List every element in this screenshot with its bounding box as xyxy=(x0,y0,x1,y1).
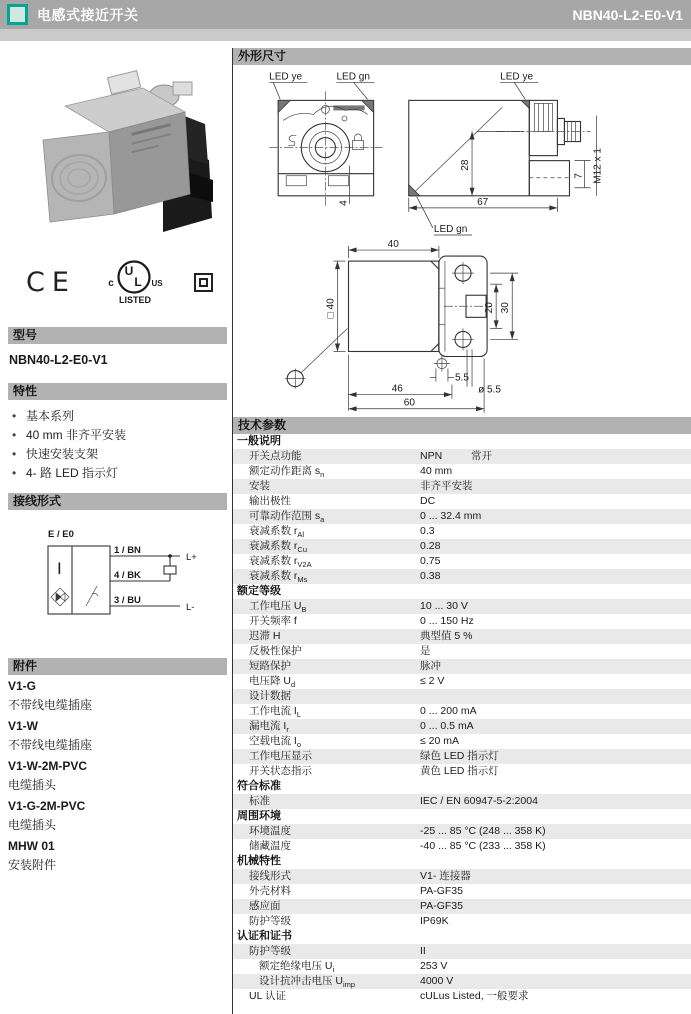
tech-row-label: 开关点功能 xyxy=(249,450,302,462)
wiring-sensor-symbol: I xyxy=(56,559,62,578)
wiring-diagram xyxy=(20,524,216,638)
dim-label-28: 28 xyxy=(460,159,472,171)
tech-row xyxy=(233,734,691,749)
dim-label-60: 60 xyxy=(403,397,415,409)
tech-row-value: 40 mm xyxy=(420,465,453,477)
wire2-label: 4 / BK xyxy=(113,570,141,581)
tech-row-label: 感应面 xyxy=(249,900,281,912)
dim-label-sq40: □ 40 xyxy=(325,298,337,319)
header-model-number: NBN40-L2-E0-V1 xyxy=(572,6,683,23)
tech-section-header: 符合标准 xyxy=(237,780,281,792)
tech-row-value: V1- 连接器 xyxy=(420,870,471,882)
lminus-label: L- xyxy=(185,602,194,613)
tech-row-value: 脉冲 xyxy=(420,660,441,672)
section-features: 特性 xyxy=(8,383,227,400)
tech-row xyxy=(233,644,691,659)
tech-row-label: 防护等级 xyxy=(249,945,291,957)
tech-row-value: II xyxy=(420,945,426,957)
tech-row xyxy=(233,524,691,539)
tech-row-label: 储藏温度 xyxy=(249,840,291,852)
tech-row-label: 衰减系数 $r_{Al}$ xyxy=(249,525,305,540)
accessory-desc: 安装附件 xyxy=(8,858,57,872)
tech-row-value: 黄色 LED 指示灯 xyxy=(420,765,499,777)
tech-row-value: 0.3 xyxy=(420,525,435,537)
led-gn-front-label: LED gn xyxy=(336,71,370,83)
accessory-name: V1-W xyxy=(8,719,38,733)
tech-row-label: 开关频率 f xyxy=(249,615,297,627)
tech-row-label: 工作电压显示 xyxy=(249,750,312,762)
tech-row-value: IP69K xyxy=(420,915,449,927)
tech-row xyxy=(233,464,691,479)
tech-row-label: 反极性保护 xyxy=(249,645,302,657)
accessory-name: V1-W-2M-PVC xyxy=(8,759,88,773)
tech-row-label: UL 认证 xyxy=(249,990,286,1002)
tech-row-label: 标准 xyxy=(249,795,270,807)
tech-row xyxy=(233,914,691,929)
tech-row xyxy=(233,539,691,554)
dim-label-55: 5.5 xyxy=(454,372,469,384)
tech-row xyxy=(233,659,691,674)
ul-mark-us: US xyxy=(151,279,163,288)
accessory-name: V1-G xyxy=(8,679,37,693)
tech-row-value: -40 ... 85 °C (233 ... 358 K) xyxy=(420,840,546,852)
tech-row xyxy=(233,509,691,524)
dim-label-46: 46 xyxy=(391,383,403,395)
ul-mark-listed: LISTED xyxy=(118,295,151,305)
accessory-name: V1-G-2M-PVC xyxy=(8,799,86,813)
tech-row-label: 设计数据 xyxy=(249,690,291,702)
tech-row xyxy=(233,839,691,854)
dim-label-20: 20 xyxy=(484,302,496,314)
tech-row xyxy=(233,599,691,614)
ul-mark-u: U xyxy=(124,264,134,278)
section-tech-params: 技术参数 xyxy=(233,417,691,434)
tech-row-value: 0 ... 0.5 mA xyxy=(420,720,474,732)
tech-row-value: -25 ... 85 °C (248 ... 358 K) xyxy=(420,825,546,837)
model-number: NBN40-L2-E0-V1 xyxy=(9,353,108,367)
dim-label-30: 30 xyxy=(500,302,512,314)
feature-item: • 40 mm 非齐平安装 xyxy=(8,426,227,445)
dim-label-4: 4 xyxy=(338,200,350,206)
product-photo xyxy=(13,52,223,244)
tech-row xyxy=(233,449,691,464)
tech-row-label: 输出极性 xyxy=(249,495,291,507)
accessory-name: MHW 01 xyxy=(8,839,55,853)
tech-row-value2: 常开 xyxy=(471,450,492,462)
tech-row xyxy=(233,614,691,629)
tech-row xyxy=(233,989,691,1004)
tech-row-value: ≤ 20 mA xyxy=(420,735,460,747)
tech-row-label: 漏电流 $I_r$ xyxy=(249,720,289,735)
header-substrip xyxy=(0,29,691,41)
tech-row-value: IEC / EN 60947-5-2:2004 xyxy=(420,795,538,807)
dim-label-67: 67 xyxy=(477,196,489,208)
tech-row-value: 绿色 LED 指示灯 xyxy=(420,750,499,762)
tech-section-header: 认证和证书 xyxy=(237,930,292,942)
tech-row xyxy=(233,689,691,704)
accessory-desc: 不带线电缆插座 xyxy=(8,698,93,712)
tech-row-label: 短路保护 xyxy=(249,660,291,672)
ce-mark: CE xyxy=(26,266,76,298)
dimension-drawing xyxy=(233,65,689,417)
tech-row-value: PA-GF35 xyxy=(420,900,463,912)
tech-row xyxy=(233,869,691,884)
tech-row-label: 电压降 $U_d$ xyxy=(249,675,296,690)
features-list xyxy=(8,407,227,483)
tech-section-header: 周围环境 xyxy=(237,810,281,822)
tech-row xyxy=(233,554,691,569)
brand-sensor-icon xyxy=(7,4,28,25)
tech-row-label: 额定动作距离 $s_n$ xyxy=(249,465,325,480)
sensor-diamond-icon xyxy=(51,588,69,606)
tech-row-label: 空载电流 $I_o$ xyxy=(249,735,302,750)
tech-row-value: 10 ... 30 V xyxy=(420,600,468,612)
tech-row-label: 衰减系数 $r_{V2A}$ xyxy=(249,555,312,570)
led-ye-front-label: LED ye xyxy=(269,71,303,83)
tech-row-label: 环境温度 xyxy=(249,825,291,837)
tech-row xyxy=(233,479,691,494)
tech-row-value: 0.28 xyxy=(420,540,441,552)
tech-row xyxy=(233,494,691,509)
tech-row-label: 接线形式 xyxy=(249,870,291,882)
dim-label-m12: M12 x 1 xyxy=(592,148,604,184)
tech-row-label: 衰减系数 $r_{Cu}$ xyxy=(249,540,308,555)
tech-row-value: ≤ 2 V xyxy=(420,675,445,687)
certification-marks xyxy=(26,258,213,306)
tech-row-label: 外壳材料 xyxy=(249,885,291,897)
tech-row-value: 253 V xyxy=(420,960,448,972)
tech-row-value: 0 ... 200 mA xyxy=(420,705,477,717)
accessory-desc: 电缆插头 xyxy=(8,778,57,792)
tech-row xyxy=(233,719,691,734)
tech-row-value: 0 ... 32.4 mm xyxy=(420,510,482,522)
right-column xyxy=(233,48,691,1004)
left-column xyxy=(8,48,227,875)
tech-row-value: 0.38 xyxy=(420,570,441,582)
tech-row-value: 0.75 xyxy=(420,555,441,567)
header-bar xyxy=(0,0,691,29)
wire1-label: 1 / BN xyxy=(113,545,141,556)
ul-listed-mark xyxy=(104,258,166,306)
tech-row-value: DC xyxy=(420,495,436,507)
tech-row xyxy=(233,959,691,974)
ul-mark-l: L xyxy=(134,275,142,289)
dim-label-7: 7 xyxy=(573,173,585,179)
tech-section-header: 机械特性 xyxy=(237,855,281,867)
ul-mark-c: c xyxy=(108,278,114,289)
page-title: 电感式接近开关 xyxy=(37,6,139,23)
tech-row xyxy=(233,569,691,584)
tech-row-label: 衰减系数 $r_{Ms}$ xyxy=(249,570,308,585)
accessory-desc: 电缆插头 xyxy=(8,818,57,832)
tech-row xyxy=(233,899,691,914)
dim-label-dia55: ø 5.5 xyxy=(478,384,501,396)
section-dimensions: 外形尺寸 xyxy=(233,48,691,65)
tech-row-label: 设计抗冲击电压 $U_{imp}$ xyxy=(259,975,356,990)
tech-row xyxy=(233,884,691,899)
feature-item: • 快速安装支架 xyxy=(8,445,227,464)
tech-row xyxy=(233,944,691,959)
tech-row xyxy=(233,749,691,764)
led-ye-side-label: LED ye xyxy=(500,71,534,83)
section-model: 型号 xyxy=(8,327,227,344)
section-connection: 接线形式 xyxy=(8,493,227,510)
accessories-list xyxy=(8,675,227,875)
tech-row-value: PA-GF35 xyxy=(420,885,463,897)
section-accessories: 附件 xyxy=(8,658,227,675)
tech-section-header: 额定等级 xyxy=(237,585,281,597)
tech-row xyxy=(233,629,691,644)
tech-row xyxy=(233,794,691,809)
tech-row-value: 非齐平安装 xyxy=(420,480,473,492)
tech-row xyxy=(233,824,691,839)
tech-section-header: 一般说明 xyxy=(237,435,281,447)
tech-row-value: NPN xyxy=(420,450,443,462)
tech-table xyxy=(233,434,691,1004)
tech-row-value: cULus Listed, 一般要求 xyxy=(420,990,529,1002)
tech-row-label: 开关状态指示 xyxy=(249,765,312,777)
feature-item: • 4- 路 LED 指示灯 xyxy=(8,464,227,483)
tech-row-label: 迟滞 H xyxy=(249,630,281,642)
wiring-variant-label: E / E0 xyxy=(47,529,74,540)
tech-row xyxy=(233,764,691,779)
protection-class-2-icon xyxy=(194,273,213,292)
wire3-label: 3 / BU xyxy=(113,595,141,606)
tech-row-value: 典型值 5 % xyxy=(420,630,473,642)
accessory-desc: 不带线电缆插座 xyxy=(8,738,93,752)
tech-row-value: 4000 V xyxy=(420,975,454,987)
feature-item: • 基本系列 xyxy=(8,407,227,426)
tech-row-label: 工作电压 $U_B$ xyxy=(249,600,307,615)
tech-row-label: 额定绝缘电压 $U_i$ xyxy=(259,960,335,975)
led-gn-side-label: LED gn xyxy=(433,223,468,235)
tech-row-label: 可靠动作范围 $s_a$ xyxy=(249,510,325,525)
tech-row-value: 是 xyxy=(420,645,431,657)
dim-label-40: 40 xyxy=(387,239,399,251)
tech-row-label: 工作电流 $I_L$ xyxy=(249,705,302,720)
tech-row-label: 安装 xyxy=(249,480,270,492)
tech-row xyxy=(233,704,691,719)
lplus-label: L+ xyxy=(185,552,197,563)
tech-row-label: 防护等级 xyxy=(249,915,291,927)
tech-row-value: 0 ... 150 Hz xyxy=(420,615,474,627)
tech-row xyxy=(233,674,691,689)
tech-row xyxy=(233,974,691,989)
